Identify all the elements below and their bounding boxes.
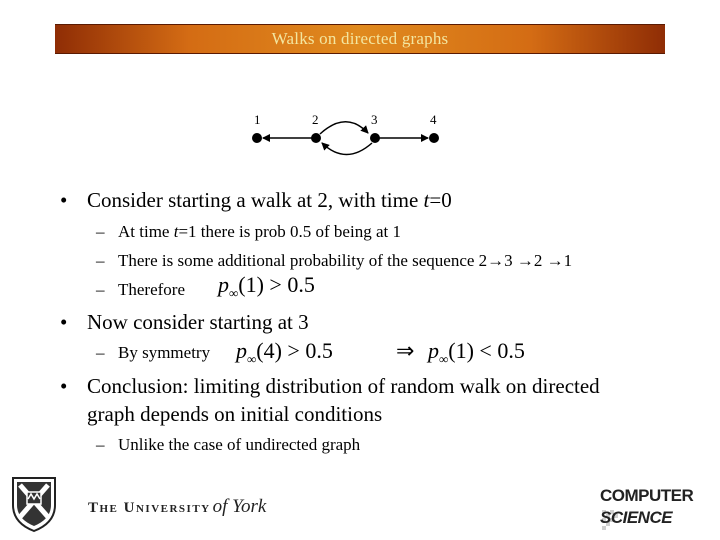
sub-bullet-therefore: – Therefore	[96, 280, 186, 299]
node-3	[370, 133, 380, 143]
university-of-york-wordmark: The University of York	[88, 496, 267, 517]
node-label-3: 3	[371, 112, 378, 127]
bullet-consider-walk: • Consider starting a walk at 2, with time t=0	[60, 188, 452, 212]
node-2	[311, 133, 321, 143]
edge-3-to-2	[322, 143, 372, 155]
cs-logo-science: SCIENCE	[600, 508, 673, 527]
node-label-1: 1	[254, 112, 261, 127]
node-4	[429, 133, 439, 143]
directed-graph-diagram	[0, 0, 720, 170]
sub-bullet-symmetry: – By symmetry	[96, 343, 211, 362]
sub-bullet-undirected: – Unlike the case of undirected graph	[96, 435, 361, 454]
formula-therefore: $p_\infty(1) > 0.5$	[218, 272, 315, 301]
node-label-2: 2	[312, 112, 319, 127]
sub-bullet-time-1: – At time t=1 there is prob 0.5 of being at 1	[96, 222, 401, 241]
university-crest-logo	[10, 475, 58, 533]
bullet-conclusion: • Conclusion: limiting distribution of random walk on directed graph depends on initial conditions	[60, 374, 600, 426]
slide-title: Walks on directed graphs	[271, 29, 449, 48]
formula-implies: ⇒	[396, 338, 415, 363]
formula-symmetry-right: $p_\infty(1) < 0.5$	[428, 338, 525, 367]
formula-symmetry-left: $p_\infty(4) > 0.5$	[236, 338, 333, 367]
bullet-start-at-3: • Now consider starting at 3	[60, 310, 309, 334]
cs-logo-computer: COMPUTER	[600, 486, 694, 505]
edge-2-to-3	[320, 122, 368, 134]
node-1	[252, 133, 262, 143]
node-label-4: 4	[430, 112, 437, 127]
computer-science-logo	[600, 484, 694, 534]
sub-bullet-additional-probability: – There is some additional probability of the sequence 2→3 →2 →1	[96, 251, 573, 270]
